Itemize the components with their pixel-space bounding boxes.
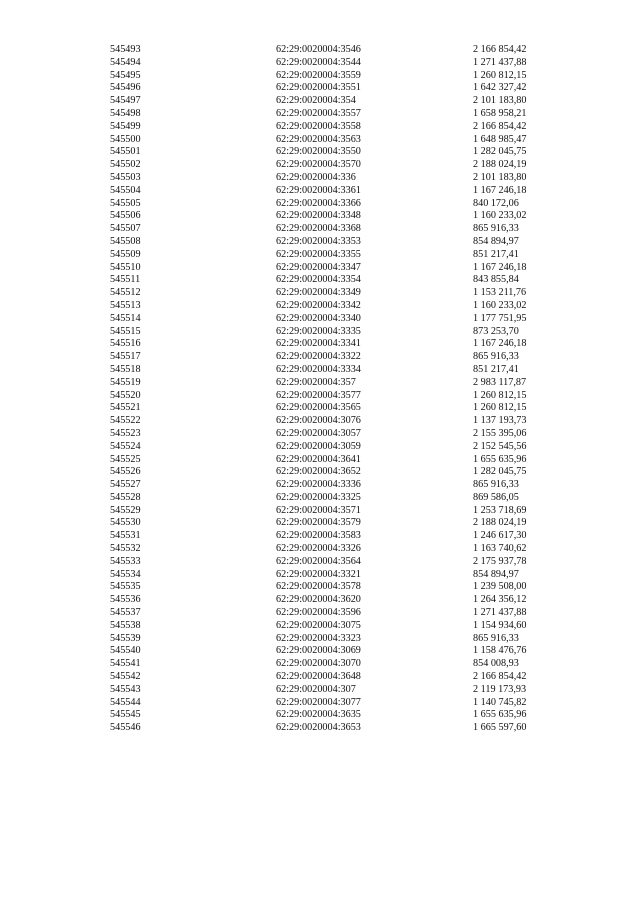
cadastral-number-cell: 62:29:0020004:3596	[276, 607, 361, 619]
record-number-cell: 545523	[110, 427, 141, 439]
cadastral-number-cell: 62:29:0020004:357	[276, 376, 356, 388]
cadastral-number-cell: 62:29:0020004:3334	[276, 363, 361, 375]
record-number-cell: 545510	[110, 261, 141, 273]
record-number-cell: 545531	[110, 530, 141, 542]
table-row	[110, 658, 553, 671]
record-number-cell: 545515	[110, 325, 141, 337]
cadastral-value-cell: 1 282 045,75	[473, 466, 527, 478]
cadastral-number-cell: 62:29:0020004:3551	[276, 82, 361, 94]
record-number-cell: 545507	[110, 223, 141, 235]
cadastral-value-cell: 1 642 327,42	[473, 82, 527, 94]
record-number-cell: 545525	[110, 453, 141, 465]
record-number-cell: 545545	[110, 709, 141, 721]
table-row	[110, 428, 553, 441]
cadastral-number-cell: 62:29:0020004:3340	[276, 312, 361, 324]
cadastral-value-cell: 1 153 211,76	[473, 287, 527, 299]
record-number-cell: 545498	[110, 107, 141, 119]
cadastral-value-cell: 1 264 356,12	[473, 594, 527, 606]
record-number-cell: 545538	[110, 619, 141, 631]
table-row	[110, 70, 553, 83]
table-row	[110, 594, 553, 607]
table-row	[110, 108, 553, 121]
cadastral-value-cell: 1 271 437,88	[473, 56, 527, 68]
table-row	[110, 44, 553, 57]
record-number-cell: 545530	[110, 517, 141, 529]
cadastral-number-cell: 62:29:0020004:3347	[276, 261, 361, 273]
record-number-cell: 545504	[110, 184, 141, 196]
table-row	[110, 633, 553, 646]
record-number-cell: 545518	[110, 363, 141, 375]
cadastral-number-cell: 62:29:0020004:3077	[276, 696, 361, 708]
record-number-cell: 545541	[110, 658, 141, 670]
table-row	[110, 517, 553, 530]
cadastral-number-cell: 62:29:0020004:3565	[276, 402, 361, 414]
cadastral-number-cell: 62:29:0020004:3558	[276, 120, 361, 132]
cadastral-value-cell: 2 188 024,19	[473, 517, 527, 529]
record-number-cell: 545535	[110, 581, 141, 593]
cadastral-value-cell: 2 166 854,42	[473, 44, 527, 55]
cadastral-value-cell: 1 253 718,69	[473, 504, 527, 516]
cadastral-number-cell: 62:29:0020004:3559	[276, 69, 361, 81]
record-number-cell: 545520	[110, 389, 141, 401]
cadastral-value-cell: 1 167 246,18	[473, 338, 527, 350]
cadastral-value-cell: 1 167 246,18	[473, 261, 527, 273]
record-number-cell: 545539	[110, 632, 141, 644]
cadastral-value-cell: 2 188 024,19	[473, 159, 527, 171]
cadastral-value-cell: 1 239 508,00	[473, 581, 527, 593]
cadastral-number-cell: 62:29:0020004:3335	[276, 325, 361, 337]
table-row	[110, 697, 553, 710]
record-number-cell: 545501	[110, 146, 141, 158]
cadastral-number-cell: 62:29:0020004:3355	[276, 248, 361, 260]
table-row	[110, 274, 553, 287]
table-row	[110, 262, 553, 275]
cadastral-value-cell: 865 916,33	[473, 223, 519, 235]
cadastral-number-cell: 62:29:0020004:3550	[276, 146, 361, 158]
cadastral-value-cell: 865 916,33	[473, 351, 519, 363]
record-number-cell: 545496	[110, 82, 141, 94]
cadastral-number-cell: 62:29:0020004:3349	[276, 287, 361, 299]
record-number-cell: 545533	[110, 555, 141, 567]
cadastral-value-cell: 1 160 233,02	[473, 299, 527, 311]
table-row	[110, 364, 553, 377]
table-row	[110, 620, 553, 633]
cadastral-number-cell: 62:29:0020004:3354	[276, 274, 361, 286]
table-row	[110, 313, 553, 326]
record-number-cell: 545493	[110, 44, 141, 55]
cadastral-number-cell: 62:29:0020004:336	[276, 171, 356, 183]
cadastral-value-cell: 851 217,41	[473, 363, 519, 375]
cadastral-value-cell: 1 137 193,73	[473, 415, 527, 427]
cadastral-value-cell: 1 158 476,76	[473, 645, 527, 657]
cadastral-value-cell: 1 260 812,15	[473, 69, 527, 81]
record-number-cell: 545512	[110, 287, 141, 299]
cadastral-value-cell: 1 160 233,02	[473, 210, 527, 222]
cadastral-number-cell: 62:29:0020004:3336	[276, 479, 361, 491]
cadastral-number-cell: 62:29:0020004:3653	[276, 722, 361, 734]
table-row	[110, 95, 553, 108]
table-row	[110, 223, 553, 236]
cadastral-number-cell: 62:29:0020004:3641	[276, 453, 361, 465]
cadastral-number-cell: 62:29:0020004:3322	[276, 351, 361, 363]
cadastral-value-cell: 1 655 635,96	[473, 453, 527, 465]
record-number-cell: 545526	[110, 466, 141, 478]
cadastral-value-cell: 1 177 751,95	[473, 312, 527, 324]
cadastral-value-cell: 843 855,84	[473, 274, 519, 286]
cadastral-number-cell: 62:29:0020004:3648	[276, 671, 361, 683]
table-row	[110, 185, 553, 198]
table-row	[110, 505, 553, 518]
table-row	[110, 671, 553, 684]
cadastral-number-cell: 62:29:0020004:3579	[276, 517, 361, 529]
cadastral-number-cell: 62:29:0020004:3571	[276, 504, 361, 516]
cadastral-value-cell: 1 260 812,15	[473, 389, 527, 401]
cadastral-number-cell: 62:29:0020004:3563	[276, 133, 361, 145]
cadastral-number-cell: 62:29:0020004:3076	[276, 415, 361, 427]
table-row	[110, 645, 553, 658]
record-number-cell: 545505	[110, 197, 141, 209]
cadastral-number-cell: 62:29:0020004:3070	[276, 658, 361, 670]
cadastral-value-cell: 869 586,05	[473, 491, 519, 503]
cadastral-number-cell: 62:29:0020004:3577	[276, 389, 361, 401]
record-number-cell: 545527	[110, 479, 141, 491]
cadastral-number-cell: 62:29:0020004:3368	[276, 223, 361, 235]
cadastral-number-cell: 62:29:0020004:3326	[276, 543, 361, 555]
cadastral-number-cell: 62:29:0020004:3564	[276, 555, 361, 567]
cadastral-value-cell: 1 246 617,30	[473, 530, 527, 542]
record-number-cell: 545524	[110, 440, 141, 452]
record-number-cell: 545534	[110, 568, 141, 580]
record-number-cell: 545528	[110, 491, 141, 503]
record-number-cell: 545506	[110, 210, 141, 222]
record-number-cell: 545503	[110, 171, 141, 183]
table-row	[110, 159, 553, 172]
table-row	[110, 466, 553, 479]
cadastral-value-table	[110, 44, 553, 735]
table-row	[110, 479, 553, 492]
record-number-cell: 545542	[110, 671, 141, 683]
record-number-cell: 545513	[110, 299, 141, 311]
cadastral-number-cell: 62:29:0020004:3620	[276, 594, 361, 606]
cadastral-number-cell: 62:29:0020004:3366	[276, 197, 361, 209]
cadastral-value-cell: 854 894,97	[473, 568, 519, 580]
table-row	[110, 402, 553, 415]
cadastral-number-cell: 62:29:0020004:3325	[276, 491, 361, 503]
cadastral-number-cell: 62:29:0020004:3544	[276, 56, 361, 68]
record-number-cell: 545509	[110, 248, 141, 260]
record-number-cell: 545494	[110, 56, 141, 68]
cadastral-value-cell: 1 271 437,88	[473, 607, 527, 619]
table-row	[110, 172, 553, 185]
record-number-cell: 545532	[110, 543, 141, 555]
cadastral-value-cell: 1 163 740,62	[473, 543, 527, 555]
cadastral-number-cell: 62:29:0020004:3323	[276, 632, 361, 644]
record-number-cell: 545508	[110, 235, 141, 247]
table-row	[110, 684, 553, 697]
table-row	[110, 198, 553, 211]
record-number-cell: 545544	[110, 696, 141, 708]
cadastral-value-cell: 840 172,06	[473, 197, 519, 209]
cadastral-value-cell: 2 983 117,87	[473, 376, 527, 388]
record-number-cell: 545536	[110, 594, 141, 606]
table-row	[110, 607, 553, 620]
cadastral-value-cell: 1 648 985,47	[473, 133, 527, 145]
cadastral-number-cell: 62:29:0020004:3635	[276, 709, 361, 721]
table-row	[110, 338, 553, 351]
table-row	[110, 351, 553, 364]
cadastral-value-cell: 873 253,70	[473, 325, 519, 337]
record-number-cell: 545529	[110, 504, 141, 516]
cadastral-number-cell: 62:29:0020004:3075	[276, 619, 361, 631]
cadastral-value-cell: 2 166 854,42	[473, 120, 527, 132]
record-number-cell: 545499	[110, 120, 141, 132]
table-row	[110, 121, 553, 134]
cadastral-value-cell: 865 916,33	[473, 632, 519, 644]
cadastral-value-cell: 1 260 812,15	[473, 402, 527, 414]
cadastral-number-cell: 62:29:0020004:3583	[276, 530, 361, 542]
record-number-cell: 545511	[110, 274, 141, 286]
record-number-cell: 545537	[110, 607, 141, 619]
record-number-cell: 545516	[110, 338, 141, 350]
cadastral-number-cell: 62:29:0020004:3341	[276, 338, 361, 350]
cadastral-number-cell: 62:29:0020004:3557	[276, 107, 361, 119]
table-body	[110, 44, 553, 735]
cadastral-value-cell: 2 175 937,78	[473, 555, 527, 567]
table-row	[110, 146, 553, 159]
record-number-cell: 545543	[110, 683, 141, 695]
table-row	[110, 581, 553, 594]
record-number-cell: 545497	[110, 95, 141, 107]
cadastral-value-cell: 2 119 173,93	[473, 683, 527, 695]
table-row	[110, 543, 553, 556]
table-row	[110, 441, 553, 454]
cadastral-value-cell: 2 101 183,80	[473, 171, 527, 183]
cadastral-number-cell: 62:29:0020004:3069	[276, 645, 361, 657]
cadastral-value-cell: 1 154 934,60	[473, 619, 527, 631]
cadastral-number-cell: 62:29:0020004:307	[276, 683, 356, 695]
cadastral-value-cell: 2 101 183,80	[473, 95, 527, 107]
table-row	[110, 210, 553, 223]
table-row	[110, 709, 553, 722]
table-row	[110, 492, 553, 505]
table-row	[110, 454, 553, 467]
cadastral-value-cell: 1 282 045,75	[473, 146, 527, 158]
table-row	[110, 249, 553, 262]
cadastral-number-cell: 62:29:0020004:3057	[276, 427, 361, 439]
cadastral-value-cell: 1 167 246,18	[473, 184, 527, 196]
cadastral-value-cell: 1 655 635,96	[473, 709, 527, 721]
record-number-cell: 545502	[110, 159, 141, 171]
record-number-cell: 545495	[110, 69, 141, 81]
table-row	[110, 300, 553, 313]
table-row	[110, 134, 553, 147]
cadastral-value-cell: 851 217,41	[473, 248, 519, 260]
cadastral-value-cell: 1 140 745,82	[473, 696, 527, 708]
record-number-cell: 545514	[110, 312, 141, 324]
cadastral-number-cell: 62:29:0020004:3342	[276, 299, 361, 311]
table-row	[110, 556, 553, 569]
cadastral-number-cell: 62:29:0020004:354	[276, 95, 356, 107]
cadastral-number-cell: 62:29:0020004:3578	[276, 581, 361, 593]
record-number-cell: 545519	[110, 376, 141, 388]
cadastral-number-cell: 62:29:0020004:3361	[276, 184, 361, 196]
cadastral-number-cell: 62:29:0020004:3321	[276, 568, 361, 580]
table-row	[110, 326, 553, 339]
record-number-cell: 545522	[110, 415, 141, 427]
table-row	[110, 415, 553, 428]
table-row	[110, 287, 553, 300]
cadastral-value-cell: 854 008,93	[473, 658, 519, 670]
cadastral-number-cell: 62:29:0020004:3348	[276, 210, 361, 222]
cadastral-number-cell: 62:29:0020004:3570	[276, 159, 361, 171]
table-row	[110, 377, 553, 390]
record-number-cell: 545546	[110, 722, 141, 734]
cadastral-value-cell: 854 894,97	[473, 235, 519, 247]
table-row	[110, 82, 553, 95]
table-row	[110, 722, 553, 735]
cadastral-number-cell: 62:29:0020004:3652	[276, 466, 361, 478]
cadastral-value-cell: 1 665 597,60	[473, 722, 527, 734]
cadastral-number-cell: 62:29:0020004:3546	[276, 44, 361, 55]
cadastral-value-cell: 1 658 958,21	[473, 107, 527, 119]
table-row	[110, 57, 553, 70]
table-row	[110, 236, 553, 249]
record-number-cell: 545540	[110, 645, 141, 657]
cadastral-value-cell: 2 152 545,56	[473, 440, 527, 452]
record-number-cell: 545500	[110, 133, 141, 145]
table-row	[110, 569, 553, 582]
record-number-cell: 545517	[110, 351, 141, 363]
table-row	[110, 390, 553, 403]
cadastral-number-cell: 62:29:0020004:3059	[276, 440, 361, 452]
cadastral-value-cell: 2 155 395,06	[473, 427, 527, 439]
cadastral-value-cell: 2 166 854,42	[473, 671, 527, 683]
record-number-cell: 545521	[110, 402, 141, 414]
cadastral-value-cell: 865 916,33	[473, 479, 519, 491]
cadastral-number-cell: 62:29:0020004:3353	[276, 235, 361, 247]
table-row	[110, 530, 553, 543]
